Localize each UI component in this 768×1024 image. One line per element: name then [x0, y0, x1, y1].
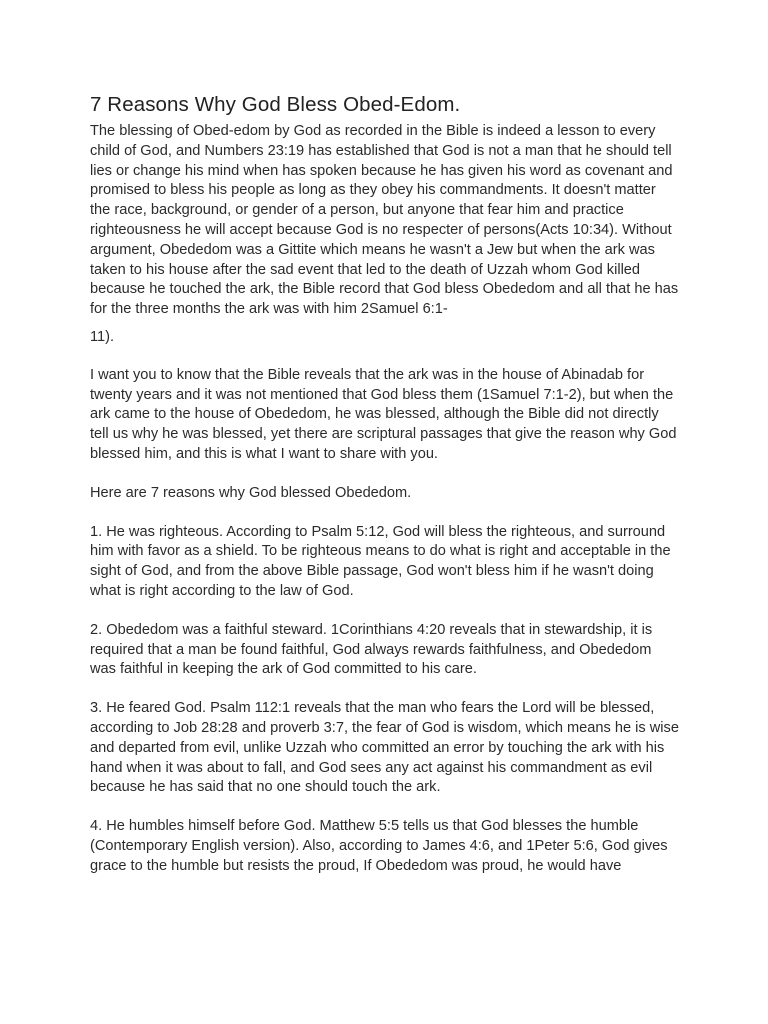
- reason-1: 1. He was righteous. According to Psalm 5:12, God will bless the righteous, and surround him with favor as a shield. To be righteous means to do what is right and acceptable in the sight of God, and from the above Bible passage, God won't bless him if he wasn't doing what is right according to the law of God.: [90, 523, 671, 599]
- verse-continuation: 11).: [90, 328, 115, 345]
- intro-paragraph: The blessing of Obed-edom by God as recorded in the Bible is indeed a lesson to every child of God, and Numbers 23:19 has established that God is not a man that he should tell lies or change his mind when has spoken because he has given his word as covenant and promised to bless his people as long as they obey his commandments. It doesn't matter the race, background, or gender of a person, but anyone that fear him and practice righteousness he will accept because God is no respecter of persons(Acts 10:34). Without argument, Obededom was a Gittite which means he wasn't a Jew but when the ark was taken to his house after the sad event that led to the death of Uzzah whom God killed because he touched the ark, the Bible record that God bless Obededom and all that he has for the three months the ark was with him 2Samuel 6:1-: [90, 123, 679, 318]
- article-body: [90, 91, 680, 877]
- abinadab-paragraph: I want you to know that the Bible reveals that the ark was in the house of Abinadab for twenty years and it was not mentioned that God bless them (1Samuel 7:1-2), but when the ark came to the house of Obededom, he was blessed, although the Bible did not directly tell us why he was blessed, yet there are scriptural passages that give the reason why God blessed him, and this is what I want to share with you.: [90, 366, 677, 462]
- article-title: 7 Reasons Why God Bless Obed-Edom.: [90, 93, 461, 116]
- reasons-intro: Here are 7 reasons why God blessed Obededom.: [90, 484, 412, 501]
- reason-2: 2. Obededom was a faithful steward. 1Corinthians 4:20 reveals that in stewardship, it is required that a man be found faithful, God always rewards faithfulness, and Obededom was faithful in keeping the ark of God committed to his care.: [90, 621, 653, 678]
- reason-3: 3. He feared God. Psalm 112:1 reveals that the man who fears the Lord will be blessed, according to Job 28:28 and proverb 3:7, the fear of God is wisdom, which means he is wise and departed from evil, unlike Uzzah who committed an error by touching the ark with his hand when it was about to fall, and God sees any act against his commandment as evil because he has said that no one should touch the ark.: [90, 700, 679, 796]
- reason-4: 4. He humbles himself before God. Matthew 5:5 tells us that God blesses the humble (Contemporary English version). Also, according to James 4:6, and 1Peter 5:6, God gives grace to the humble but resists the proud, If Obededom was proud, he would have: [90, 818, 668, 874]
